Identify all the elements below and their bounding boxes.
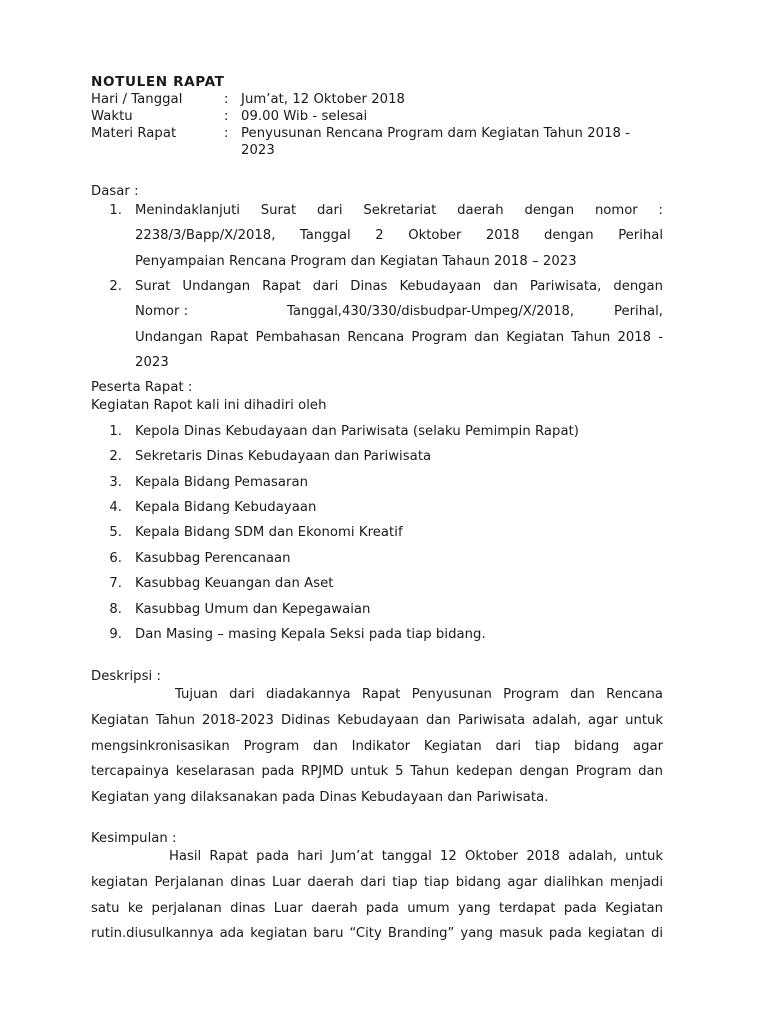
peserta-item: Kepala Bidang Kebudayaan	[135, 500, 317, 515]
deskripsi-line-5: Kegiatan yang dilaksanakan pada Dinas Kebudayaan dan Pariwisata.	[91, 790, 549, 805]
header-sep: :	[224, 92, 229, 107]
dasar-item-2-line-2b: Tanggal,430/330/disbudpar-Umpeg/X/2018, Perihal,	[287, 304, 663, 319]
list-number: 1.	[109, 424, 122, 439]
header-value-time: 09.00 Wib - selesai	[241, 109, 368, 124]
list-number: 4.	[109, 500, 122, 515]
list-number: 3.	[109, 475, 122, 490]
list-number: 9.	[109, 627, 122, 642]
list-number: 7.	[109, 576, 122, 591]
peserta-item: Kasubbag Perencanaan	[135, 551, 291, 566]
dasar-item-1-line-2: 2238/3/Bapp/X/2018, Tanggal 2 Oktober 2018 dengan Perihal	[135, 228, 663, 243]
peserta-item: Sekretaris Dinas Kebudayaan dan Pariwisata	[135, 449, 432, 464]
peserta-item: Kepola Dinas Kebudayaan dan Pariwisata (selaku Pemimpin Rapat)	[135, 424, 579, 439]
header-sep: :	[224, 126, 229, 141]
dasar-item-2-line-1: Surat Undangan Rapat dari Dinas Kebudayaan dan Pariwisata, dengan	[135, 279, 663, 294]
dasar-item-2-line-4: 2023	[135, 355, 169, 370]
header-value-day-date: Jum’at, 12 Oktober 2018	[241, 92, 405, 107]
header-value-subject-cont: 2023	[241, 143, 275, 158]
header-label-day-date: Hari / Tanggal	[91, 92, 183, 107]
section-heading-peserta: Peserta Rapat :	[91, 380, 193, 395]
section-heading-dasar: Dasar :	[91, 184, 139, 199]
list-number: 8.	[109, 602, 122, 617]
kesimpulan-line-2: kegiatan Perjalanan dinas Luar daerah dari tiap tiap bidang agar dialihkan menjadi	[91, 875, 663, 890]
list-number: 6.	[109, 551, 122, 566]
kesimpulan-line-1: Hasil Rapat pada hari Jum’at tanggal 12 Oktober 2018 adalah, untuk	[169, 849, 663, 864]
peserta-item: Kasubbag Keuangan dan Aset	[135, 576, 334, 591]
deskripsi-line-2: Kegiatan Tahun 2018-2023 Didinas Kebudayaan dan Pariwisata adalah, agar untuk	[91, 713, 663, 728]
header-value-subject: Penyusunan Rencana Program dam Kegiatan Tahun 2018 -	[241, 126, 631, 141]
peserta-item: Kasubbag Umum dan Kepegawaian	[135, 602, 371, 617]
deskripsi-line-1: Tujuan dari diadakannya Rapat Penyusunan Program dan Rencana	[175, 687, 663, 702]
header-sep: :	[224, 109, 229, 124]
document-title: NOTULEN RAPAT	[91, 74, 225, 90]
dasar-item-1-line-3: Penyampaian Rencana Program dan Kegiatan Tahaun 2018 – 2023	[135, 254, 577, 269]
peserta-item: Kepala Bidang SDM dan Ekonomi Kreatif	[135, 525, 403, 540]
deskripsi-line-3: mengsinkronisasikan Program dan Indikator Kegiatan dari tiap bidang agar	[91, 739, 663, 754]
list-number: 2.	[109, 279, 122, 294]
deskripsi-line-4: tercapainya keselarasan pada RPJMD untuk 5 Tahun kedepan dengan Program dan	[91, 764, 663, 779]
section-heading-kesimpulan: Kesimpulan :	[91, 831, 177, 846]
header-label-subject: Materi Rapat	[91, 126, 177, 141]
kesimpulan-line-3: satu ke perjalanan dinas Luar daerah pada umum yang terdapat pada Kegiatan	[91, 901, 663, 916]
dasar-item-2-line-2a: Nomor :	[135, 304, 189, 319]
header-label-time: Waktu	[91, 109, 133, 124]
kesimpulan-line-4: rutin.diusulkannya ada kegiatan baru “City Branding” yang masuk pada kegiatan di	[91, 926, 663, 941]
dasar-item-1-line-1: Menindaklanjuti Surat dari Sekretariat daerah dengan nomor :	[135, 203, 663, 218]
list-number: 1.	[109, 203, 122, 218]
list-number: 5.	[109, 525, 122, 540]
list-number: 2.	[109, 449, 122, 464]
peserta-item: Dan Masing – masing Kepala Seksi pada tiap bidang.	[135, 627, 486, 642]
peserta-intro: Kegiatan Rapot kali ini dihadiri oleh	[91, 398, 327, 413]
dasar-item-2-line-3: Undangan Rapat Pembahasan Rencana Program dan Kegiatan Tahun 2018 -	[135, 330, 663, 345]
peserta-item: Kepala Bidang Pemasaran	[135, 475, 309, 490]
section-heading-deskripsi: Deskripsi :	[91, 669, 161, 684]
